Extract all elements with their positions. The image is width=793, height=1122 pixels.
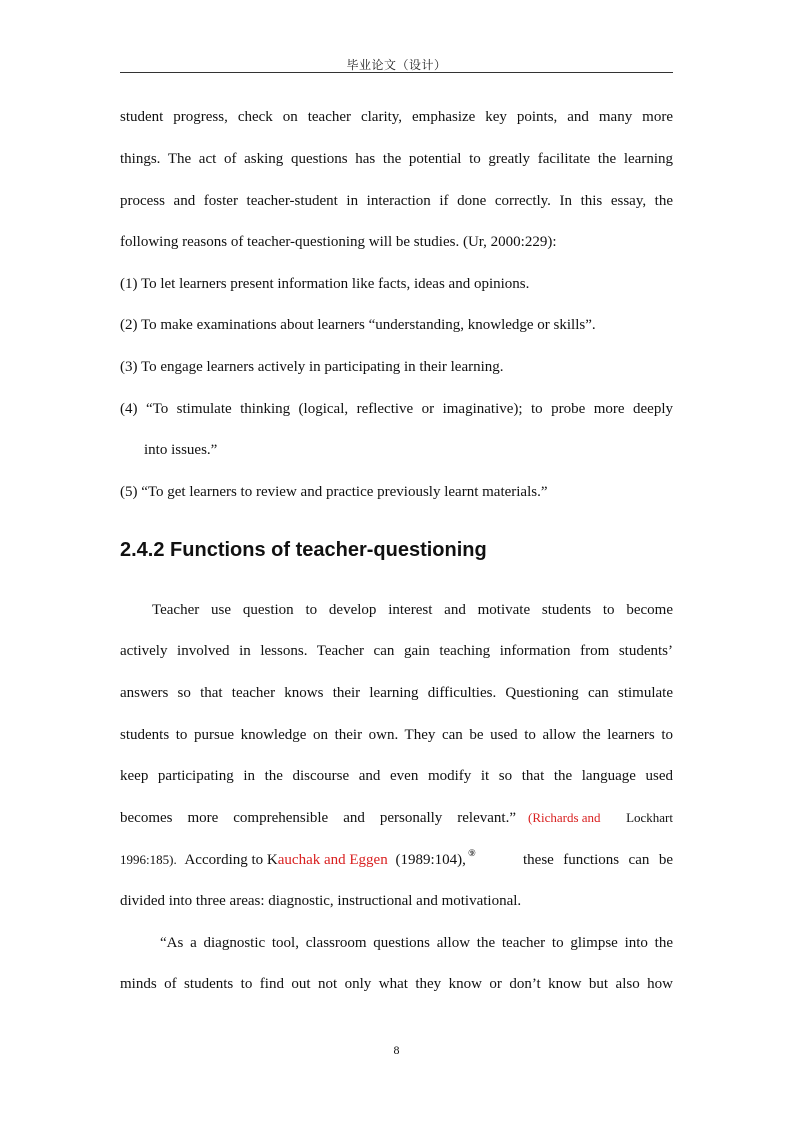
para1-line-5: keep participating in the discourse and even modify it so that the language used	[120, 768, 673, 784]
intro-line-2: things. The act of asking questions has the potential to greatly facilitate the learning	[120, 151, 673, 167]
para1-line-3: answers so that teacher knows their learning difficulties. Questioning can stimulate	[120, 685, 673, 701]
para1-line-6	[120, 809, 673, 827]
para1-line-8: divided into three areas: diagnostic, instructional and motivational.	[120, 893, 522, 909]
line6-word-6: relevant.”	[457, 810, 516, 826]
reason-item-1: (1) To let learners present information like facts, ideas and opinions.	[120, 276, 530, 292]
para2-line-2: minds of students to find out not only what they know or don’t know but also how	[120, 976, 673, 992]
citation-year: 1996:185).	[120, 852, 177, 867]
line6-word-4: and	[343, 810, 365, 826]
reason-item-4: (4) “To stimulate thinking (logical, reflective or imaginative); to probe more deeply	[120, 401, 673, 417]
line7-text-c: these functions can be	[523, 852, 673, 868]
line6-word-5: personally	[379, 810, 443, 826]
line6-word-1: becomes	[120, 810, 173, 826]
para1-line-4: students to pursue knowledge on their own. They can be used to allow the learners to	[120, 727, 673, 743]
section-heading: 2.4.2 Functions of teacher-questioning	[120, 539, 487, 561]
intro-line-1: student progress, check on teacher clarity, emphasize key points, and many more	[120, 109, 673, 125]
citation-lockhart: Lockhart	[626, 810, 673, 825]
citation-richards	[528, 809, 673, 827]
footnote-marker: ⑨	[467, 848, 476, 858]
citation-red: (Richards and	[528, 810, 601, 825]
reason-item-2: (2) To make examinations about learners “understanding, knowledge or skills”.	[120, 317, 596, 333]
intro-line-4: following reasons of teacher-questioning will be studies. (Ur, 2000:229):	[120, 234, 557, 250]
para1-line-6-words	[120, 809, 516, 827]
line7-text-b: (1989:104),	[395, 852, 466, 868]
para1-line-7	[120, 848, 673, 869]
line6-word-3: comprehensible	[233, 810, 329, 826]
citation-kauchak-eggen: auchak and Eggen	[277, 852, 388, 868]
reason-item-4-cont: into issues.”	[144, 442, 218, 458]
intro-line-3: process and foster teacher-student in interaction if done correctly. In this essay, the	[120, 193, 673, 209]
para1-line-2: actively involved in lessons. Teacher can gain teaching information from students’	[120, 643, 673, 659]
line7-text-a: According to K	[184, 852, 278, 868]
header-rule	[120, 72, 673, 73]
reason-item-3: (3) To engage learners actively in participating in their learning.	[120, 359, 504, 375]
page-number: 8	[393, 1043, 400, 1057]
running-header: 毕业论文（设计）	[346, 58, 447, 72]
para1-line-1: Teacher use question to develop interest and motivate students to become	[152, 602, 673, 618]
para2-line-1: “As a diagnostic tool, classroom questions allow the teacher to glimpse into the	[160, 935, 673, 951]
line6-word-2: more	[187, 810, 219, 826]
reason-item-5: (5) “To get learners to review and practice previously learnt materials.”	[120, 484, 548, 500]
